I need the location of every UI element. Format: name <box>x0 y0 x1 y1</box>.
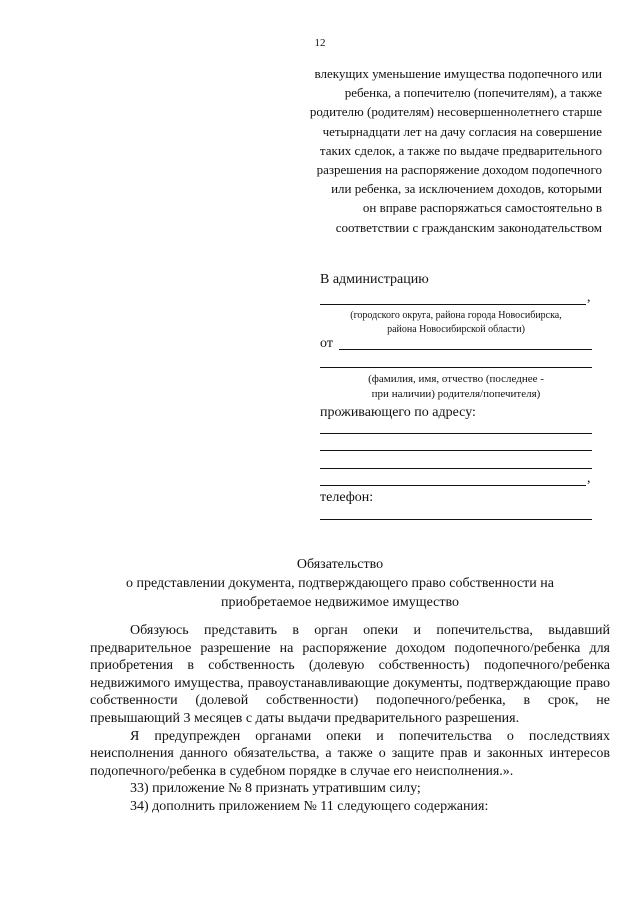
list-item-33: 33) приложение № 8 признать утратившим силу; <box>130 781 421 797</box>
obligation-paragraph: Обязуюсь представить в орган опеки и попечительства, выдавший предварительное разрешение на распоряжение доходом подопечного/ребенка для приобретения в собственность (долевую собственность) подопечного/ребенка недвижимого имущества, правоустанавливающие документы, подтверждающие право собственности (долевой собственности) подопечного/ребенка, в срок, не превышающий 3 месяцев с даты выдачи предварительного разрешения. <box>90 623 610 726</box>
authority-note: (городского округа, района города Новосибирска, района Новосибирской области) <box>350 310 562 335</box>
header-line: влекущих уменьшение имущества подопечного или <box>314 66 602 81</box>
header-line: четырнадцати лет на дачу согласия на совершение <box>322 123 602 139</box>
address-fill-line-2 <box>320 450 592 451</box>
name-note: (фамилия, имя, отчество (последнее - при наличии) родителя/попечителя) <box>368 373 544 400</box>
header-line: он вправе распоряжаться самостоятельно в <box>362 200 602 216</box>
phone-fill-line <box>320 519 592 520</box>
header-line: или ребенка, за исключением доходов, которыми <box>331 181 602 197</box>
header-line: таких сделок, а также по выдаче предварительного <box>319 142 602 158</box>
header-line: родителю (родителям) несовершеннолетнего старше <box>309 104 602 120</box>
address-fill-line-1 <box>320 433 592 434</box>
title-line-3: приобретаемое недвижимое имущество <box>221 595 459 610</box>
from-label: от <box>320 336 333 351</box>
residence-label: проживающего по адресу: <box>320 405 476 420</box>
name-fill-line-2 <box>320 367 592 368</box>
address-title: В администрацию <box>320 272 429 287</box>
name-fill-line-1 <box>339 349 592 350</box>
title-line-2: о представлении документа, подтверждающего право собственности на <box>126 576 554 591</box>
header-line: разрешения на распоряжение доходом подопечного <box>316 162 602 178</box>
appendix-header <box>252 64 602 237</box>
warning-paragraph: Я предупрежден органами опеки и попечительства о последствиях неисполнения данного обязательства, а также о защите прав и законных интересов подопечного/ребенка в судебном порядке в случае его неисполнения.». <box>90 728 610 779</box>
authority-fill-line <box>320 304 586 305</box>
address-fill-line-3 <box>320 468 592 469</box>
header-line: соответствии с гражданским законодательством <box>335 219 602 235</box>
page-number: 12 <box>314 37 326 49</box>
address-comma: , <box>587 471 591 486</box>
address-fill-line-4 <box>320 485 586 486</box>
title-line-1: Обязательство <box>296 557 384 572</box>
document-title <box>70 555 610 612</box>
list-item-34: 34) дополнить приложением № 11 следующего содержания: <box>130 798 489 814</box>
authority-comma: , <box>587 290 591 305</box>
header-line: ребенка, а попечителю (попечителям), а также <box>344 85 602 101</box>
phone-label: телефон: <box>320 490 374 505</box>
obligation-body <box>90 622 610 816</box>
